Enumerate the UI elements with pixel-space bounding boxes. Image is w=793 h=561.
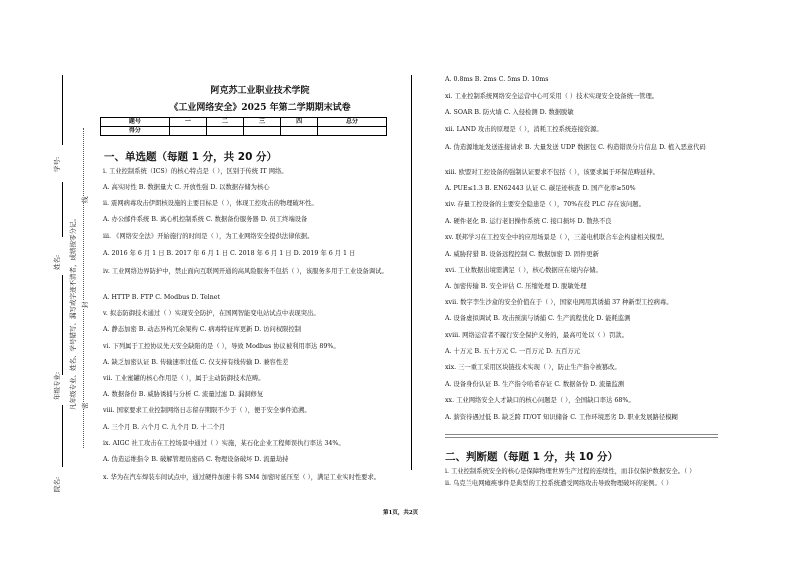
score-table [100, 117, 387, 136]
options: A. 三个月 B. 六个月 C. 九个月 D. 十二个月 [103, 424, 226, 431]
question: v. 拟态防御技术通过（ ）实现安全防护，在国网智能变电站试点中表现突出。 [103, 310, 320, 317]
options: A. 静态加密 B. 动态异构冗余架构 C. 病毒特征库更新 D. 访问权限控制 [103, 326, 302, 333]
options: A. PUE≤1.3 B. EN62443 认证 C. 碳足迹核查 D. 国产化率≥50% [445, 185, 636, 192]
options: A. 数据备份 B. 威胁诱捕与分析 C. 流量过滤 D. 漏洞修复 [103, 391, 264, 398]
student-id-label: 学号: [53, 156, 61, 172]
score-cell [281, 127, 318, 136]
options: A. 伪造源地址发送连接请求 B. 大量发送 UDP 数据包 C. 构造错误分片信息 D. 植入恶意代码 [445, 144, 706, 151]
options: A. 十万元 B. 五十万元 C. 一百万元 D. 五百万元 [445, 348, 581, 355]
options: A. 设备身份认证 B. 生产指令哈希存证 C. 数据备份 D. 流量监测 [445, 381, 625, 388]
question: iv. 工业网络边界防护中，禁止面向互联网开通的高风险服务不包括（ ），该服务多用于工业设备调试。 [103, 268, 388, 275]
score-header: 三 [243, 118, 280, 127]
section2-heading: 二、判断题（每题 1 分，共 10 分） [445, 451, 619, 463]
binding-notice: 凡年级专业、姓名、学号错写、漏写或字迹不清者，成绩按零分记。 [69, 215, 77, 410]
score-header: 二 [206, 118, 243, 127]
score-row-label: 得分 [101, 127, 170, 136]
column-divider [411, 75, 412, 470]
options: A. 威胁狩猎 B. 设备远程控制 C. 数据加密 D. 固件更新 [445, 251, 599, 258]
options: A. 加密传输 B. 安全评估 C. 压缩处理 D. 脱敏处理 [445, 283, 587, 290]
section1-heading: 一、单选题（每题 1 分，共 20 分） [104, 151, 278, 163]
question: iii. 《网络安全法》开始施行的时间是（ ），为工业网络安全提供法律依据。 [103, 233, 314, 240]
seal-dotted-line [83, 128, 84, 448]
options: A. 2016 年 6 月 1 日 B. 2017 年 6 月 1 日 C. 2018 年 6 月 1 日 D. 2019 年 6 月 1 日 [103, 250, 356, 257]
exam-title: 《工业网络安全》2025 年第二学期期末试卷 [169, 103, 351, 113]
name-label: 姓名: [53, 254, 61, 270]
question: vii. 工业蜜罐的核心作用是（ ），属于主动防御技术范畴。 [103, 375, 265, 382]
margin-line [62, 405, 63, 467]
options: A. HTTP B. FTP C. Modbus D. Telnet [103, 294, 221, 301]
section-separator [445, 434, 718, 438]
question: i. 工业控制系统安全的核心是保障物理世界生产过程的连续性，而非仅保护数据安全。（ ） [445, 468, 696, 475]
options: A. 硬件老化 B. 运行老旧操作系统 C. 接口损坏 D. 散热不良 [445, 218, 612, 225]
options: A. 办公邮件系统 B. 离心机控制系统 C. 数据备份服务器 D. 员工终端设备 [103, 216, 308, 223]
question: i. 工业控制系统（ICS）的核心特点是（ ），区别于传统 IT 网络。 [103, 168, 288, 175]
school-name: 阿克苏工业职业技术学院 [210, 86, 310, 96]
question: x. 华为在汽车焊装车间试点中，通过硬件加速卡将 SM4 加密时延压至（ ），满足工业实时性要求。 [103, 474, 381, 481]
score-header: 一 [169, 118, 206, 127]
question: xvii. 数字孪生沙盒的安全价值在于（ ），国家电网用其诱捕 37 种新型工控病毒。 [445, 299, 673, 306]
options: A. 薪资待遇过低 B. 缺乏跨 IT/OT 知识储备 C. 工作环境恶劣 D. 职业发展路径模糊 [445, 414, 678, 421]
question: xvi. 工业数据出境需满足（ ），核心数据应在境内存储。 [445, 267, 602, 274]
score-cell [169, 127, 206, 136]
score-cell [243, 127, 280, 136]
question: viii. 国家要求工业控制网络日志留存期限不少于（ ），便于安全事件追溯。 [103, 407, 311, 414]
score-header: 四 [281, 118, 318, 127]
options: A. 0.8ms B. 2ms C. 5ms D. 10ms [445, 76, 549, 83]
question: xiii. 欧盟对工控设备的强制认证要求不包括（ ），该要求属于环保范畴延伸。 [445, 169, 659, 176]
options: A. 高实时性 B. 数据量大 C. 开放性强 D. 以数据存储为核心 [103, 184, 270, 191]
question: xx. 工业网络安全人才缺口的核心问题是（ ），全国缺口率达 68%。 [445, 397, 635, 404]
score-header: 题号 [101, 118, 170, 127]
question: xi. 工业控制系统网络安全运营中心可采用（ ）技术实现安全设备统一管理。 [445, 93, 659, 100]
question: ii. 乌克兰电网瘫痪事件是典型的工控系统遭受网络攻击导致物理破坏的案例。（ ） [445, 480, 673, 487]
question: xv. 联邦学习在工控安全中的应用场景是（ ），三菱电机联合车企构建相关模型。 [445, 234, 669, 241]
question: ii. 震网病毒攻击伊朗核设施的主要目标是（ ），体现工控攻击的物理破坏性。 [103, 200, 318, 207]
score-cell [318, 127, 387, 136]
options: A. SOAR B. 防火墙 C. 入侵检测 D. 数据脱敏 [445, 109, 574, 116]
seal-char-xian: 线 [81, 196, 89, 203]
margin-line [62, 182, 63, 237]
score-cell [206, 127, 243, 136]
page-number: 第1页，共2页 [383, 510, 419, 516]
question: xix. 三一重工采用区块链技术实现（ ），防止生产指令被篡改。 [445, 364, 621, 371]
question: xviii. 网络运营者不履行安全保护义务的，最高可处以（ ）罚款。 [445, 332, 628, 339]
question: xiv. 存量工控设备的主要安全隐患是（ ），70%在役 PLC 存在该问题。 [445, 201, 645, 208]
seal-char-mi: 密 [81, 402, 89, 409]
grade-major-label: 年级专业: [53, 371, 61, 400]
score-header: 总分 [318, 118, 387, 127]
question: vi. 下列属于工控协议先天安全缺陷的是（ ），导致 Modbus 协议被利用率达 89%。 [103, 343, 340, 350]
question: xii. LAND 攻击的原理是（ ），消耗工控系统连接资源。 [445, 126, 603, 133]
question: ix. AIGC 社工攻击在工控场景中通过（ ）实施，某石化企业工程师误执行率达 34%。 [103, 440, 345, 447]
options: A. 缺乏加密认证 B. 传输速率过低 C. 仅支持有线传输 D. 兼容性差 [103, 359, 289, 366]
margin-line [62, 275, 63, 375]
margin-line [62, 75, 63, 145]
options: A. 伪造运维指令 B. 破解管理员密码 C. 物理设备破坏 D. 流量劫持 [103, 456, 289, 463]
seal-char-feng: 封 [81, 301, 89, 308]
college-label: 院名: [53, 476, 61, 492]
options: A. 设备虚拟调试 B. 攻击预演与诱捕 C. 生产流程优化 D. 能耗监测 [445, 315, 631, 322]
